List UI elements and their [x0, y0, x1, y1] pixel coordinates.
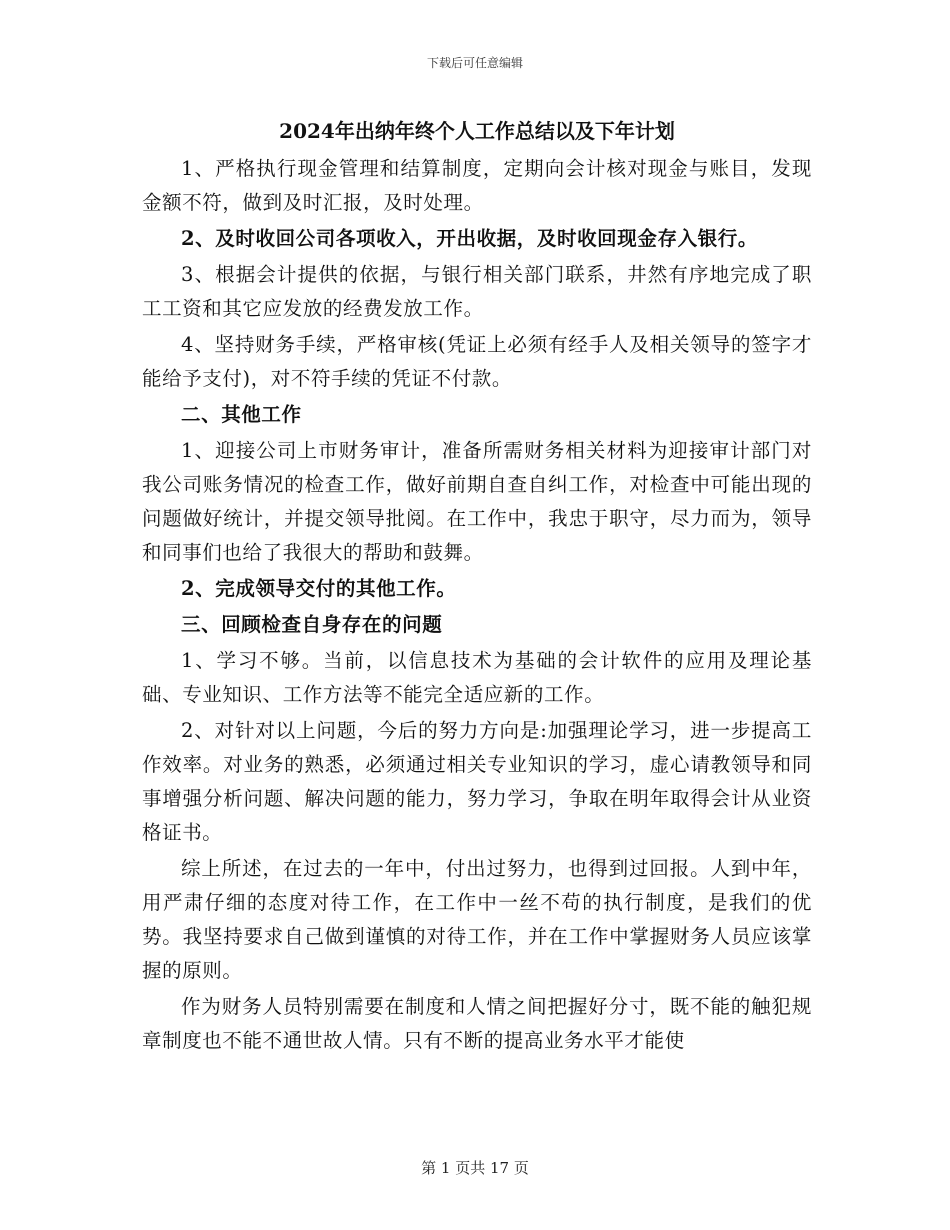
page-footer: 第 1 页共 17 页	[421, 1159, 529, 1177]
paragraph-collect-income: 2、及时收回公司各项收入，开出收据，及时收回现金存入银行。	[181, 227, 758, 250]
paragraph-salary-payment: 3、根据会计提供的依据，与银行相关部门联系，井然有序地完成了职工工资和其它应发放的经费发放工作。	[142, 263, 812, 320]
header-note: 下载后可任意编辑	[426, 56, 523, 70]
section-heading-problems: 三、回顾检查自身存在的问题	[181, 613, 443, 636]
paragraph-finance-staff: 作为财务人员特别需要在制度和人情之间把握好分寸，既不能的触犯规章制度也不能不通世故人情。只有不断的提高业务水平才能使	[142, 995, 812, 1052]
paragraph-cash-management: 1、严格执行现金管理和结算制度，定期向会计核对现金与账目，发现金额不符，做到及时汇报，及时处理。	[142, 157, 812, 214]
document-title: 2024年出纳年终个人工作总结以及下年计划	[279, 119, 675, 143]
paragraph-summary: 综上所述，在过去的一年中，付出过努力，也得到过回报。人到中年，用严肃仔细的态度对待工作，在工作中一丝不苟的执行制度，是我们的优势。我坚持要求自己做到谨慎的对待工作，并在工作中掌握财务人员应该掌握的原则。	[142, 857, 812, 982]
paragraph-voucher-review: 4、坚持财务手续，严格审核(凭证上必须有经手人及相关领导的签字才能给予支付)，对不符手续的凭证不付款。	[142, 333, 812, 390]
section-heading-other-work: 二、其他工作	[181, 403, 302, 426]
document-body	[142, 112, 812, 1060]
paragraph-improvement-direction: 2、对针对以上问题，今后的努力方向是:加强理论学习，进一步提高工作效率。对业务的熟悉，必须通过相关专业知识的学习，虚心请教领导和同事增强分析问题、解决问题的能力，努力学习，争取在明年取得会计从业资格证书。	[142, 719, 812, 844]
paragraph-other-tasks: 2、完成领导交付的其他工作。	[181, 577, 457, 600]
paragraph-audit: 1、迎接公司上市财务审计，准备所需财务相关材料为迎接审计部门对我公司账务情况的检查工作，做好前期自查自纠工作，对检查中可能出现的问题做好统计，并提交领导批阅。在工作中，我忠于职守，尽力而为，领导和同事们也给了我很大的帮助和鼓舞。	[142, 439, 812, 564]
paragraph-insufficient-learning: 1、学习不够。当前，以信息技术为基础的会计软件的应用及理论基础、专业知识、工作方法等不能完全适应新的工作。	[142, 649, 812, 706]
